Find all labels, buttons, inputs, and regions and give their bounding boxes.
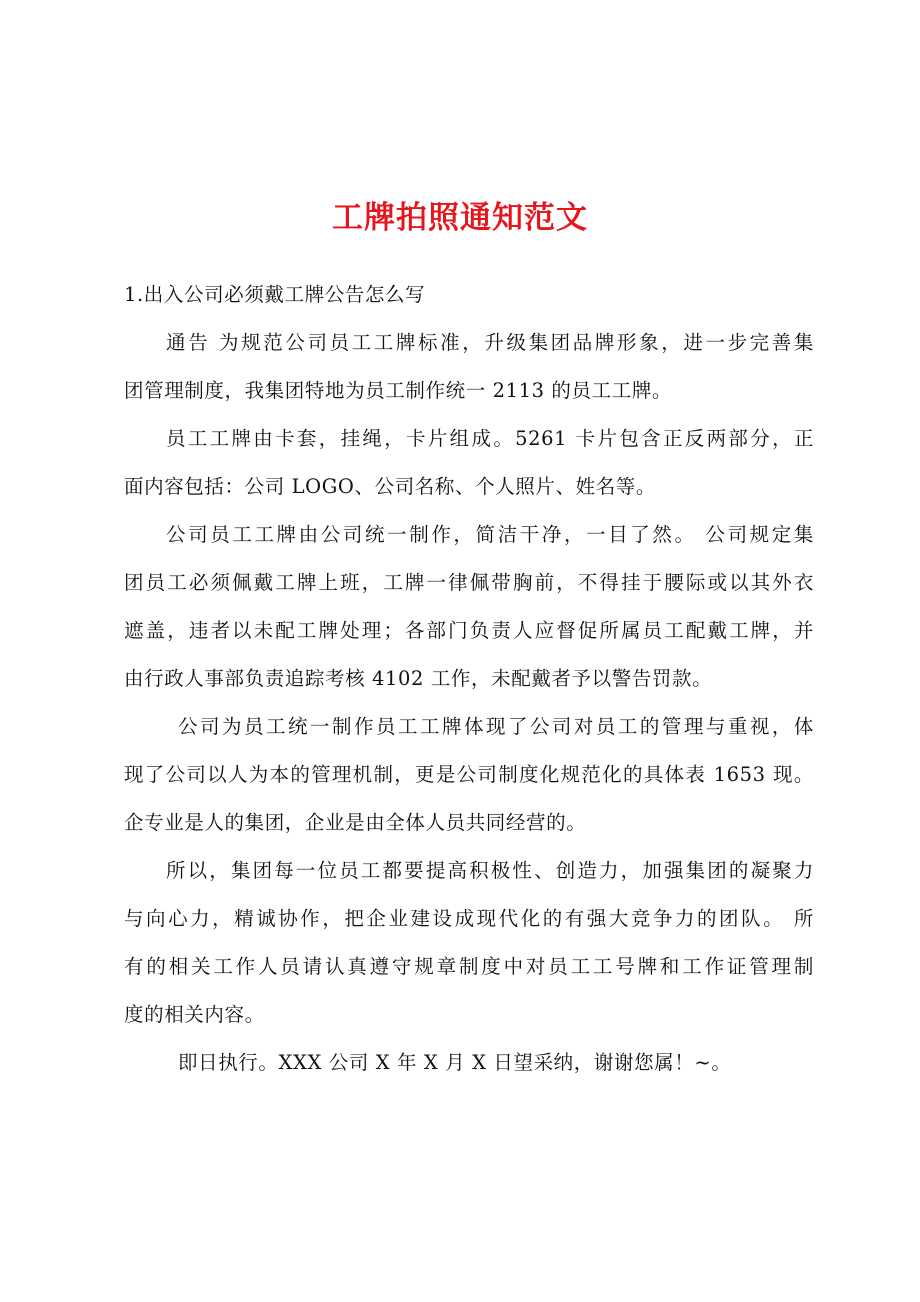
paragraph-notice <box>124 328 814 406</box>
document-body <box>124 280 814 1096</box>
paragraph-line: 由行政人事部负责追踪考核 4102 工作，未配戴者予以警告罚款。 <box>124 667 713 690</box>
paragraph-line: 公司为员工统一制作员工工牌体现了公司对员工的管理与重视，体 <box>178 715 814 738</box>
paragraph-line: 公司员工工牌由公司统一制作，简洁干净，一目了然。 公司规定集 <box>166 523 814 546</box>
paragraph-management <box>124 712 814 838</box>
paragraph-cohesion <box>124 856 814 1030</box>
paragraph-line: 所以，集团每一位员工都要提高积极性、创造力，加强集团的凝聚力 <box>166 859 814 882</box>
paragraph-line: 企专业是人的集团，企业是由全体人员共同经营的。 <box>124 811 587 834</box>
paragraph-line: 通告 为规范公司员工工牌标准，升级集团品牌形象，进一步完善集 <box>166 331 814 354</box>
paragraph-line: 现了公司以人为本的管理机制，更是公司制度化规范化的具体表 1653 现。 <box>124 763 814 786</box>
paragraph-badge-components <box>124 424 814 502</box>
paragraph-line: 面内容包括：公司 LOGO、公司名称、个人照片、姓名等。 <box>124 475 656 498</box>
document-title: 工牌拍照通知范文 <box>332 200 588 236</box>
section-heading: 1.出入公司必须戴工牌公告怎么写 <box>124 283 426 306</box>
paragraph-line: 员工工牌由卡套，挂绳，卡片组成。5261 卡片包含正反两部分，正 <box>166 427 814 450</box>
paragraph-effective-date <box>124 1048 814 1078</box>
paragraph-badge-rules <box>124 520 814 694</box>
paragraph-line: 有的相关工作人员请认真遵守规章制度中对员工工号牌和工作证管理制 <box>124 955 814 978</box>
paragraph-line: 遮盖，违者以未配工牌处理；各部门负责人应督促所属员工配戴工牌，并 <box>124 619 814 642</box>
paragraph-line: 团员工必须佩戴工牌上班，工牌一律佩带胸前，不得挂于腰际或以其外衣 <box>124 571 814 594</box>
paragraph-line: 与向心力，精诚协作，把企业建设成现代化的有强大竞争力的团队。 所 <box>124 907 814 930</box>
paragraph-line: 团管理制度，我集团特地为员工制作统一 2113 的员工工牌。 <box>124 379 673 402</box>
paragraph-line: 即日执行。XXX 公司 X 年 X 月 X 日望采纳，谢谢您属！~。 <box>178 1051 732 1074</box>
paragraph-line: 度的相关内容。 <box>124 1003 265 1026</box>
